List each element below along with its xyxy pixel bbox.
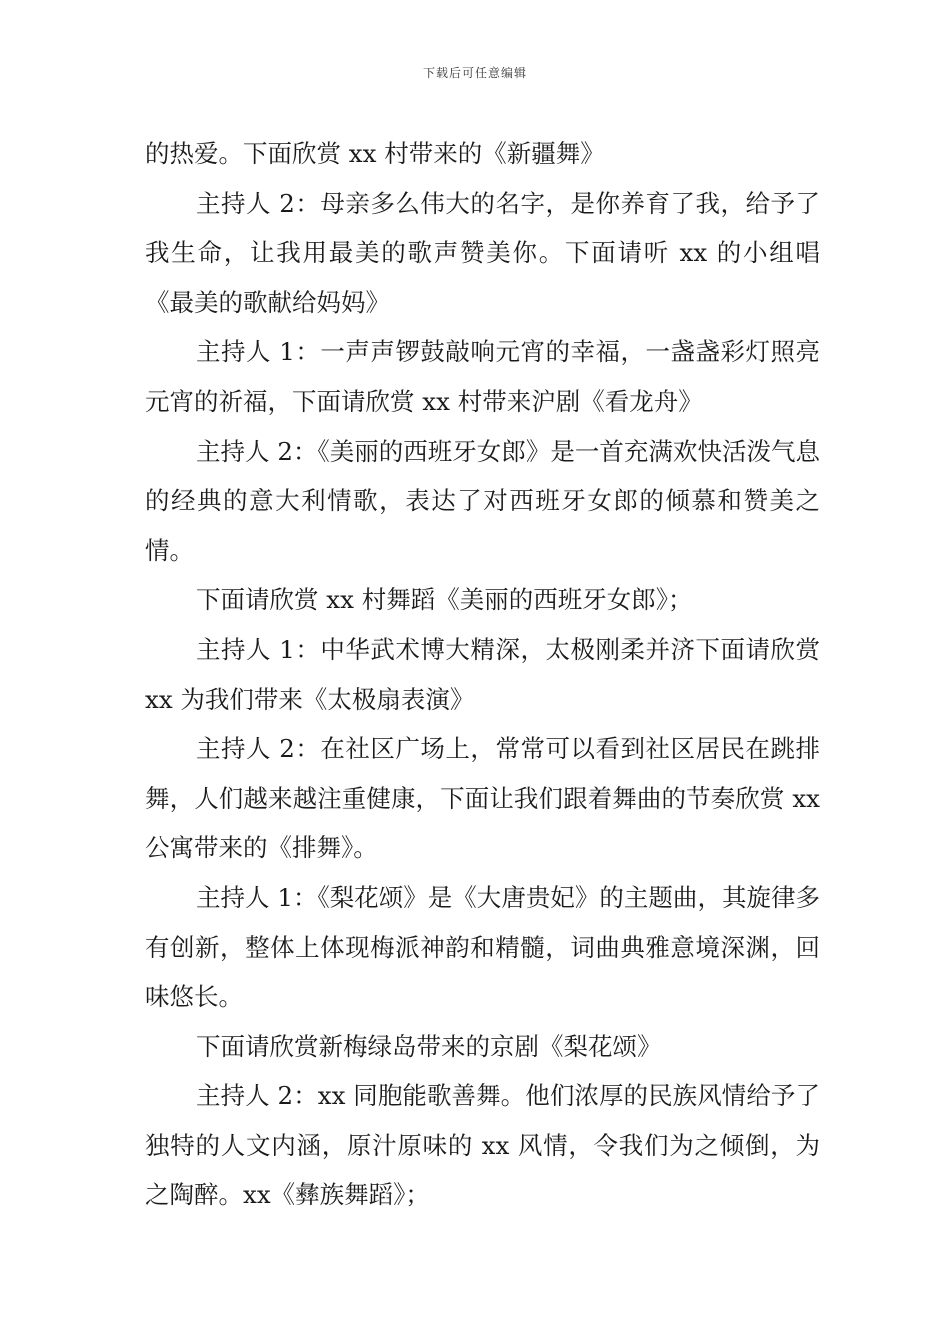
page-header-note: 下载后可任意编辑 — [422, 66, 527, 80]
paragraph: 主持人 2：《美丽的西班牙女郎》是一首充满欢快活泼气息的经典的意大利情歌，表达了对西班牙女郎的倾慕和赞美之情。 — [145, 436, 820, 565]
paragraph: 主持人 1：中华武术博大精深，太极刚柔并济下面请欣赏 xx 为我们带来《太极扇表演》 — [145, 634, 820, 714]
paragraph: 主持人 2：母亲多么伟大的名字，是你养育了我，给予了我生命，让我用最美的歌声赞美你。下面请听 xx 的小组唱《最美的歌献给妈妈》 — [145, 188, 820, 317]
paragraph: 主持人 2：xx 同胞能歌善舞。他们浓厚的民族风情给予了独特的人文内涵，原汁原味的 xx 风情，令我们为之倾倒，为之陶醉。xx《彝族舞蹈》； — [145, 1081, 820, 1210]
paragraph-continuation: 的热爱。下面欣赏 xx 村带来的《新疆舞》 — [145, 139, 605, 168]
document-body — [145, 129, 820, 1220]
paragraph: 下面请欣赏新梅绿岛带来的京剧《梨花颂》 — [196, 1031, 662, 1061]
paragraph: 下面请欣赏 xx 村舞蹈《美丽的西班牙女郎》； — [196, 585, 693, 615]
paragraph: 主持人 1：《梨花颂》是《大唐贵妃》的主题曲，其旋律多有创新，整体上体现梅派神韵和精髓，词曲典雅意境深渊，回味悠长。 — [145, 882, 820, 1012]
paragraph: 主持人 2：在社区广场上，常常可以看到社区居民在跳排舞，人们越来越注重健康，下面让我们跟着舞曲的节奏欣赏 xx 公寓带来的《排舞》。 — [145, 734, 820, 863]
paragraph: 主持人 1：一声声锣鼓敲响元宵的幸福，一盏盏彩灯照亮元宵的祈福，下面请欣赏 xx 村带来沪剧《看龙舟》 — [145, 337, 820, 416]
